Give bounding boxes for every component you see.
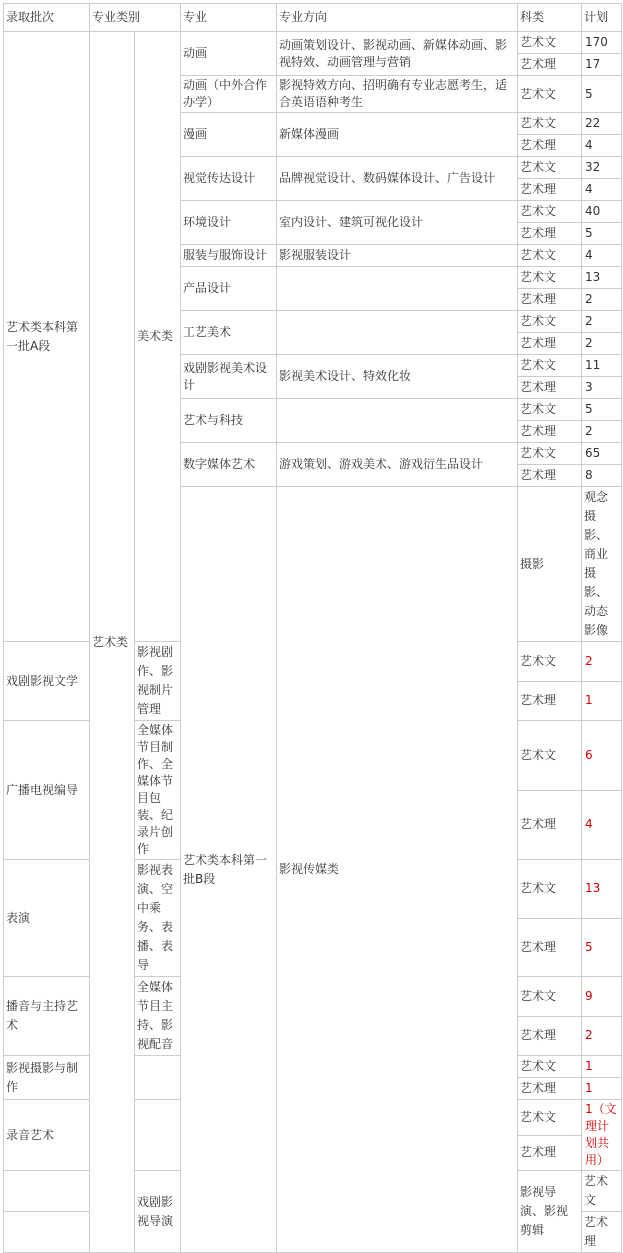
major-direction (277, 399, 518, 443)
header-plan: 计划 (582, 4, 622, 32)
subject-type: 艺术文 (518, 76, 582, 113)
subject-type: 艺术理 (518, 1078, 582, 1100)
plan-value: 4 (582, 245, 622, 267)
plan-value: 2 (582, 311, 622, 333)
plan-value: 2 (582, 289, 622, 311)
subject-type: 艺术文 (518, 245, 582, 267)
subject-type: 艺术文 (518, 642, 582, 682)
major-direction: 影视特效方向、招明确有专业志愿考生，适合英语语种考生 (277, 76, 518, 113)
header-major: 专业 (181, 4, 277, 32)
subject-type: 艺术理 (518, 681, 582, 721)
plan-value: 1（文理计划共用） (582, 1100, 622, 1171)
plan-value: 4 (582, 790, 622, 860)
subject-type: 艺术文 (518, 977, 582, 1017)
header-subject-type: 科类 (518, 4, 582, 32)
plan-value: 65 (582, 443, 622, 465)
major-name: 戏剧影视美术设计 (181, 355, 277, 399)
fine-arts-cell: 美术类 (135, 32, 181, 642)
plan-value: 9 (582, 977, 622, 1017)
plan-value: 5 (582, 76, 622, 113)
major-name: 戏剧影视导演 (135, 1171, 181, 1253)
major-name: 戏剧影视文学 (4, 642, 90, 721)
plan-value: 32 (582, 157, 622, 179)
major-direction: 全媒体节目主持、影视配音 (135, 977, 181, 1056)
table-row (4, 32, 622, 54)
subject-type: 艺术文 (518, 1100, 582, 1136)
major-name: 艺术与科技 (181, 399, 277, 443)
subject-type: 艺术文 (518, 721, 582, 791)
subject-type: 艺术理 (518, 1016, 582, 1056)
subject-type: 艺术文 (518, 443, 582, 465)
major-direction: 影视表演、空中乘务、表播、表导 (135, 860, 181, 977)
subject-type: 艺术理 (518, 135, 582, 157)
art-category-cell: 艺术类 (90, 32, 135, 1253)
subject-type: 艺术文 (518, 860, 582, 919)
plan-value: 4 (582, 179, 622, 201)
major-direction: 影视导演、影视剪辑 (518, 1171, 582, 1253)
film-media-cell: 影视传媒类 (277, 487, 518, 1253)
major-name: 环境设计 (181, 201, 277, 245)
major-name: 工艺美术 (181, 311, 277, 355)
major-direction: 游戏策划、游戏美术、游戏衍生品设计 (277, 443, 518, 487)
major-direction: 影视服装设计 (277, 245, 518, 267)
plan-value: 2 (582, 333, 622, 355)
subject-type: 艺术理 (518, 289, 582, 311)
major-direction: 动画策划设计、影视动画、新媒体动画、影视特效、动画管理与营销 (277, 32, 518, 76)
subject-type: 艺术理 (518, 179, 582, 201)
major-name: 摄影 (518, 487, 582, 642)
major-direction (277, 267, 518, 311)
plan-value: 5 (582, 223, 622, 245)
major-name: 数字媒体艺术 (181, 443, 277, 487)
plan-value: 1 (582, 1056, 622, 1078)
subject-type: 艺术理 (518, 421, 582, 443)
subject-type: 艺术文 (518, 32, 582, 54)
major-direction: 品牌视觉设计、数码媒体设计、广告设计 (277, 157, 518, 201)
major-direction (277, 311, 518, 355)
header-category: 专业类别 (90, 4, 181, 32)
subject-type: 艺术文 (518, 267, 582, 289)
major-direction: 新媒体漫画 (277, 113, 518, 157)
subject-type: 艺术文 (518, 311, 582, 333)
batch-b-footer-blank (4, 1212, 135, 1253)
major-direction (135, 1100, 181, 1171)
subject-type: 艺术文 (518, 399, 582, 421)
major-direction (135, 1056, 181, 1100)
major-name: 影视摄影与制作 (4, 1056, 90, 1100)
subject-type: 艺术理 (518, 223, 582, 245)
major-name: 漫画 (181, 113, 277, 157)
major-direction: 观念摄影、商业摄影、动态影像 (582, 487, 622, 642)
major-name: 录音艺术 (4, 1100, 90, 1171)
batch-b-footer-blank (4, 1171, 135, 1212)
plan-value: 170 (582, 32, 622, 54)
major-direction: 全媒体节目制作、全媒体节目包装、纪录片创作 (135, 721, 181, 860)
batch-b-cell: 艺术类本科第一批B段 (181, 487, 277, 1253)
plan-value: 8 (582, 465, 622, 487)
major-direction: 影视美术设计、特效化妆 (277, 355, 518, 399)
major-name: 服装与服饰设计 (181, 245, 277, 267)
subject-type: 艺术理 (518, 465, 582, 487)
subject-type: 艺术文 (518, 201, 582, 223)
plan-value: 1 (582, 1078, 622, 1100)
subject-type: 艺术理 (518, 377, 582, 399)
subject-type: 艺术理 (518, 1135, 582, 1171)
subject-type: 艺术理 (518, 790, 582, 860)
major-name: 产品设计 (181, 267, 277, 311)
subject-type: 艺术文 (518, 1056, 582, 1078)
plan-value: 1 (582, 681, 622, 721)
subject-type: 艺术文 (582, 1171, 622, 1212)
subject-type: 艺术理 (518, 333, 582, 355)
subject-type: 艺术理 (518, 918, 582, 977)
major-direction: 影视剧作、影视制片管理 (135, 642, 181, 721)
table-header-row (4, 4, 622, 32)
subject-type: 艺术理 (518, 54, 582, 76)
major-name: 动画（中外合作办学） (181, 76, 277, 113)
subject-type: 艺术文 (518, 355, 582, 377)
plan-value: 2 (582, 642, 622, 682)
major-name: 表演 (4, 860, 90, 977)
major-name: 广播电视编导 (4, 721, 90, 860)
header-direction: 专业方向 (277, 4, 518, 32)
plan-value: 17 (582, 54, 622, 76)
plan-value: 13 (582, 860, 622, 919)
major-name: 视觉传达设计 (181, 157, 277, 201)
plan-value: 5 (582, 918, 622, 977)
plan-value: 11 (582, 355, 622, 377)
plan-value: 5 (582, 399, 622, 421)
subject-type: 艺术文 (518, 157, 582, 179)
plan-value: 22 (582, 113, 622, 135)
admission-plan-table (3, 3, 622, 1253)
major-name: 播音与主持艺术 (4, 977, 90, 1056)
plan-value: 2 (582, 1016, 622, 1056)
plan-value: 6 (582, 721, 622, 791)
plan-value: 13 (582, 267, 622, 289)
subject-type: 艺术文 (518, 113, 582, 135)
subject-type: 艺术理 (582, 1212, 622, 1253)
batch-a-cell: 艺术类本科第一批A段 (4, 32, 90, 642)
plan-value: 2 (582, 421, 622, 443)
header-batch: 录取批次 (4, 4, 90, 32)
major-name: 动画 (181, 32, 277, 76)
plan-value: 3 (582, 377, 622, 399)
plan-value: 4 (582, 135, 622, 157)
plan-value: 40 (582, 201, 622, 223)
major-direction: 室内设计、建筑可视化设计 (277, 201, 518, 245)
